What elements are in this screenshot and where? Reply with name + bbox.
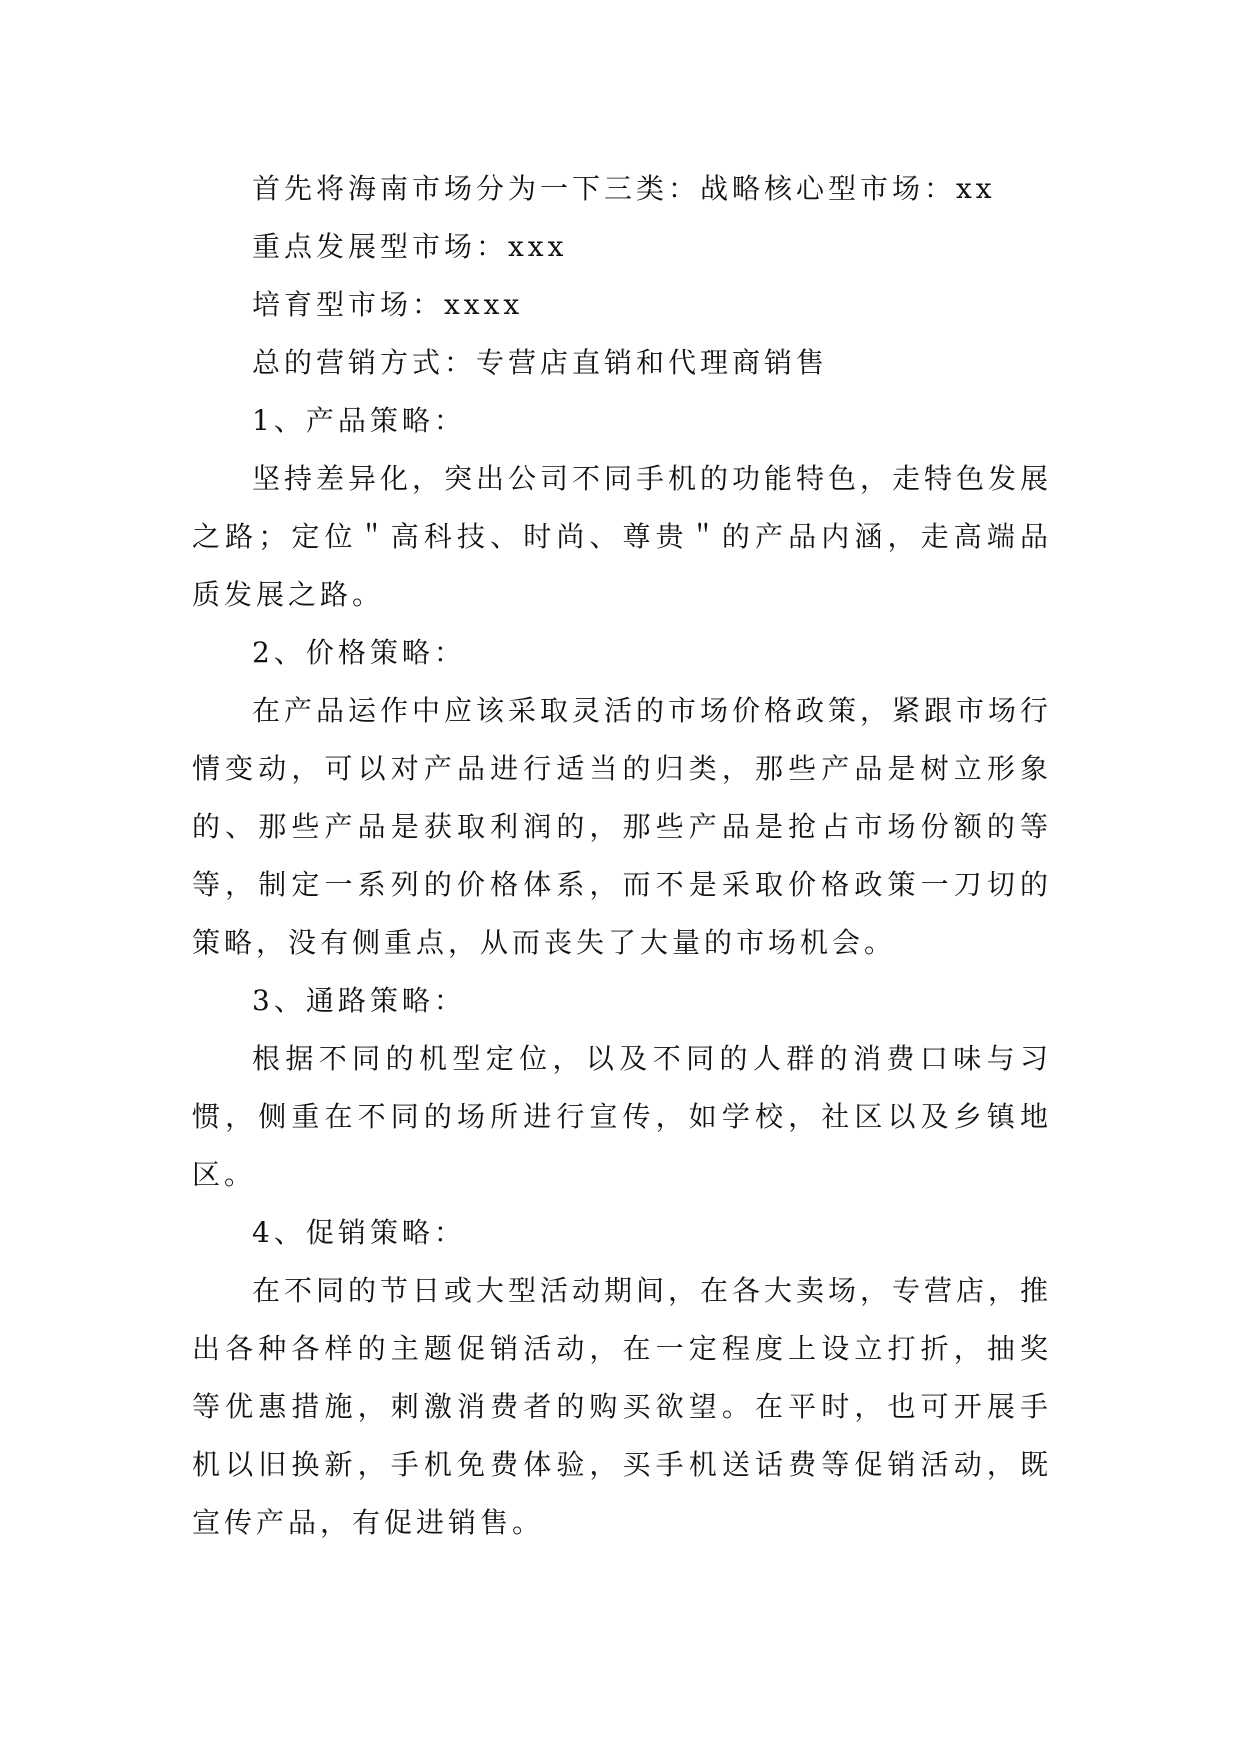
section-heading-product-strategy: 1、产品策略： — [252, 404, 466, 437]
intro-line-market-categories: 首先将海南市场分为一下三类：战略核心型市场：xx — [252, 172, 996, 205]
section-body-price-strategy: 在产品运作中应该采取灵活的市场价格政策，紧跟市场行情变动，可以对产品进行适当的归类，那些产品是树立形象的、那些产品是获取利润的，那些产品是抢占市场份额的等等，制定一系列的价格体系，而不是采取价格政策一刀切的策略，没有侧重点，从而丧失了大量的市场机会。 — [192, 694, 1053, 959]
intro-line-cultivation-market: 培育型市场：xxxx — [252, 288, 524, 321]
section-body-product-strategy: 坚持差异化，突出公司不同手机的功能特色，走特色发展之路；定位＂高科技、时尚、尊贵＂的产品内涵，走高端品质发展之路。 — [192, 462, 1053, 611]
section-heading-price-strategy: 2、价格策略： — [252, 636, 466, 669]
section-heading-promotion-strategy: 4、促销策略： — [252, 1216, 466, 1249]
section-body-promotion-strategy: 在不同的节日或大型活动期间，在各大卖场，专营店，推出各种各样的主题促销活动，在一定程度上设立打折，抽奖等优惠措施，刺激消费者的购买欲望。在平时，也可开展手机以旧换新，手机免费体验，买手机送话费等促销活动，既宣传产品，有促进销售。 — [192, 1274, 1053, 1539]
document-body — [192, 160, 1052, 1552]
section-body-channel-strategy: 根据不同的机型定位，以及不同的人群的消费口味与习惯，侧重在不同的场所进行宣传，如学校，社区以及乡镇地区。 — [192, 1042, 1052, 1191]
intro-line-marketing-method: 总的营销方式：专营店直销和代理商销售 — [252, 346, 829, 379]
section-heading-channel-strategy: 3、通路策略： — [252, 984, 466, 1017]
intro-line-key-development-market: 重点发展型市场：xxx — [252, 230, 568, 263]
